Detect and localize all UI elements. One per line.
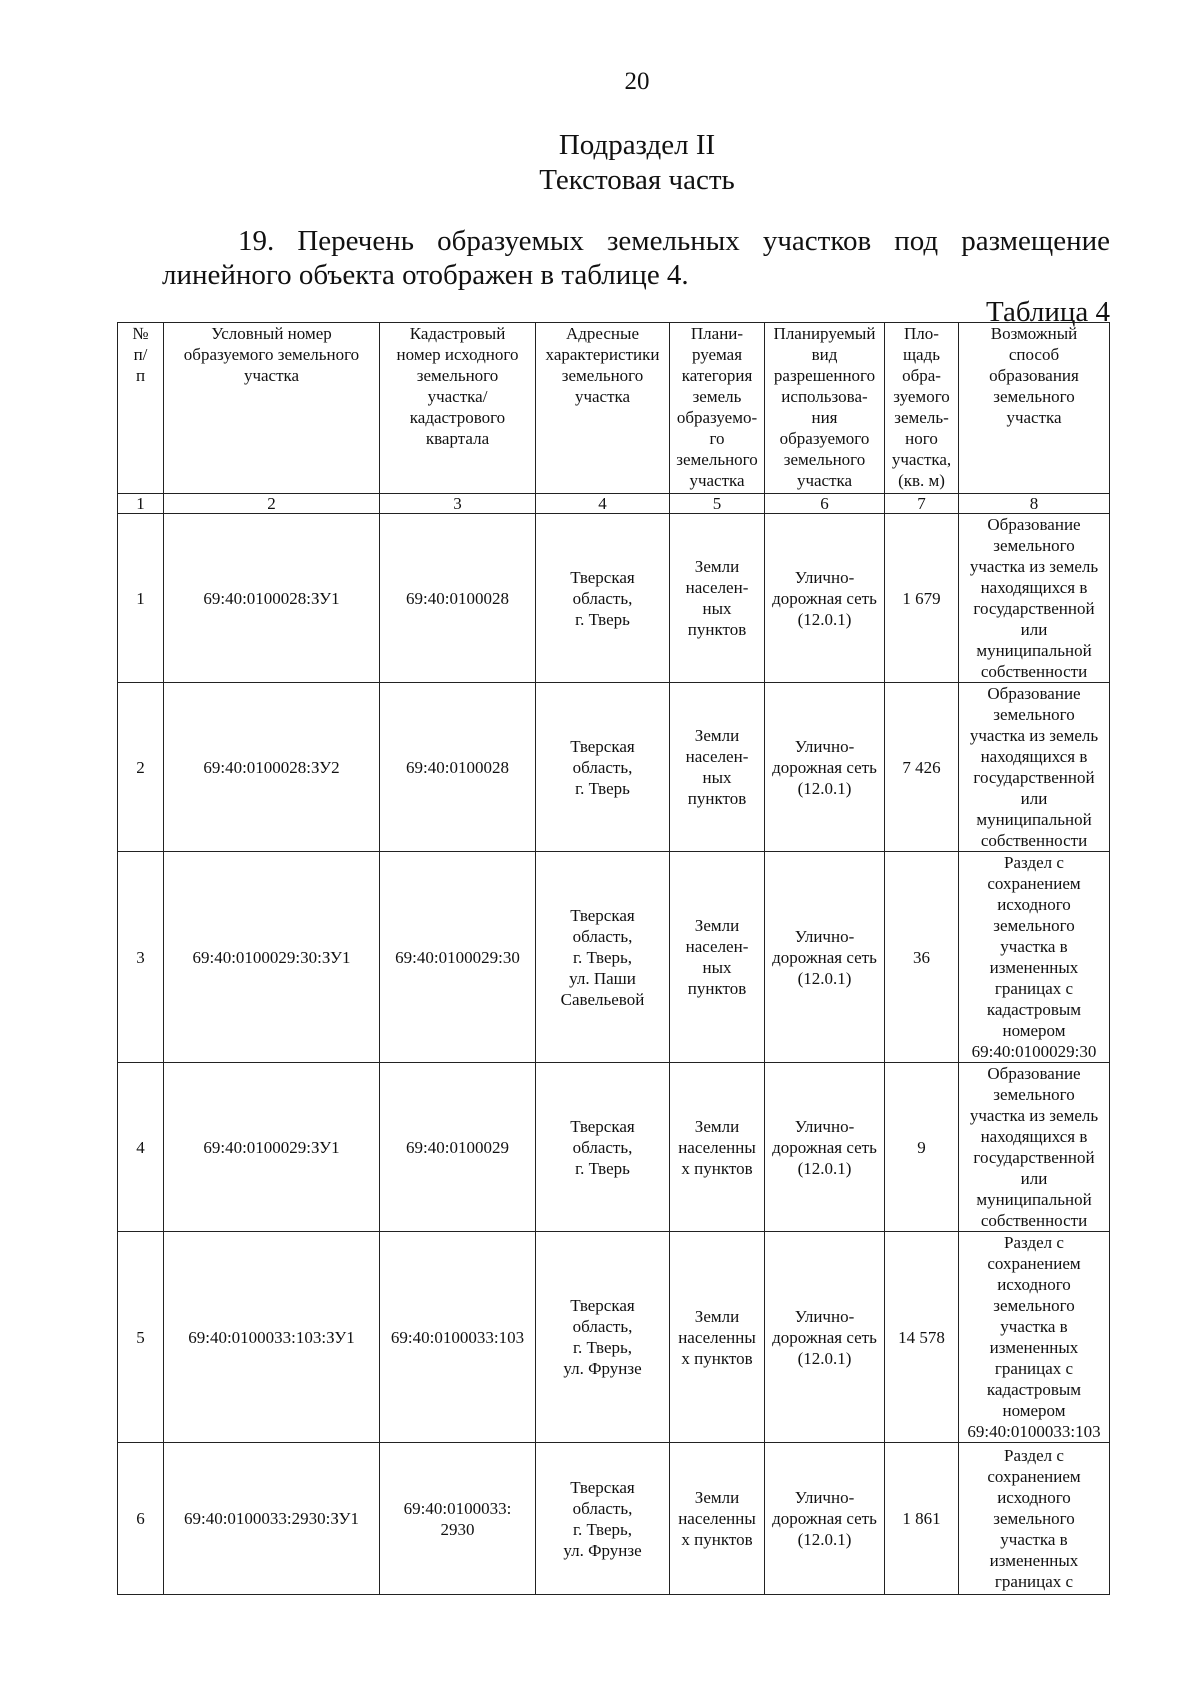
cadastral-number: 69:40:0100033:103 [380, 1232, 536, 1443]
address: Тверская область, г. Тверь [536, 1063, 670, 1232]
row-number: 1 [118, 514, 164, 683]
conditional-number: 69:40:0100029:30:ЗУ1 [164, 852, 380, 1063]
address: Тверская область, г. Тверь [536, 683, 670, 852]
column-number: 4 [536, 494, 670, 514]
row-number: 2 [118, 683, 164, 852]
address: Тверская область, г. Тверь [536, 514, 670, 683]
permitted-use: Улично- дорожная сеть (12.0.1) [765, 852, 885, 1063]
intro-paragraph: 19. Перечень образуемых земельных участков под размещение линейного объекта отображен в таблице 4. [162, 225, 1110, 291]
table-row [118, 683, 1110, 852]
column-number: 8 [959, 494, 1110, 514]
address: Тверская область, г. Тверь, ул. Фрунзе [536, 1443, 670, 1595]
conditional-number: 69:40:0100028:ЗУ1 [164, 514, 380, 683]
header-cell: Плани- руемая категория земель образуемо- го земельного участка [670, 323, 765, 494]
formation-method: Образование земельного участка из земель находящихся в государственной или муниципальной собственности [959, 683, 1110, 852]
formation-method: Раздел с сохранением исходного земельного участка в измененных границах с кадастровым номером 69:40:0100033:103 [959, 1232, 1110, 1443]
conditional-number: 69:40:0100033:103:ЗУ1 [164, 1232, 380, 1443]
permitted-use: Улично- дорожная сеть (12.0.1) [765, 1443, 885, 1595]
formation-method: Образование земельного участка из земель находящихся в государственной или муниципальной собственности [959, 1063, 1110, 1232]
area: 9 [885, 1063, 959, 1232]
area: 36 [885, 852, 959, 1063]
table-header-row [118, 323, 1110, 494]
area: 1 679 [885, 514, 959, 683]
column-number: 6 [765, 494, 885, 514]
permitted-use: Улично- дорожная сеть (12.0.1) [765, 1063, 885, 1232]
column-number: 3 [380, 494, 536, 514]
section-heading [0, 128, 1200, 198]
cadastral-number: 69:40:0100029:30 [380, 852, 536, 1063]
formation-method: Раздел с сохранением исходного земельного участка в измененных границах с кадастровым номером 69:40:0100029:30 [959, 852, 1110, 1063]
header-cell: Адресные характеристики земельного участка [536, 323, 670, 494]
header-cell: Пло- щадь обра- зуемого земель- ного участка, (кв. м) [885, 323, 959, 494]
row-number: 6 [118, 1443, 164, 1595]
table-label: Таблица 4 [985, 296, 1110, 328]
subsection-title: Подраздел II [558, 129, 716, 161]
column-number: 2 [164, 494, 380, 514]
column-number-row [118, 494, 1110, 514]
header-cell: № п/ п [118, 323, 164, 494]
land-plots-table [117, 322, 1110, 1595]
table-row [118, 1232, 1110, 1443]
formation-method: Образование земельного участка из земель находящихся в государственной или муниципальной собственности [959, 514, 1110, 683]
subsection-subtitle: Текстовая часть [539, 164, 735, 196]
conditional-number: 69:40:0100028:ЗУ2 [164, 683, 380, 852]
area: 14 578 [885, 1232, 959, 1443]
row-number: 3 [118, 852, 164, 1063]
header-cell: Планируемый вид разрешенного использова- ния образуемого земельного участка [765, 323, 885, 494]
conditional-number: 69:40:0100033:2930:ЗУ1 [164, 1443, 380, 1595]
area: 1 861 [885, 1443, 959, 1595]
land-category: Земли населен- ных пунктов [670, 683, 765, 852]
header-cell: Условный номер образуемого земельного участка [164, 323, 380, 494]
address: Тверская область, г. Тверь, ул. Фрунзе [536, 1232, 670, 1443]
cadastral-number: 69:40:0100028 [380, 514, 536, 683]
permitted-use: Улично- дорожная сеть (12.0.1) [765, 1232, 885, 1443]
row-number: 4 [118, 1063, 164, 1232]
land-category: Земли населен- ных пунктов [670, 852, 765, 1063]
table-row [118, 514, 1110, 683]
permitted-use: Улично- дорожная сеть (12.0.1) [765, 514, 885, 683]
table-row [118, 852, 1110, 1063]
land-category: Земли населенны х пунктов [670, 1232, 765, 1443]
header-cell: Возможный способ образования земельного участка [959, 323, 1110, 494]
column-number: 5 [670, 494, 765, 514]
page-number: 20 [624, 68, 650, 95]
row-number: 5 [118, 1232, 164, 1443]
land-category: Земли населен- ных пунктов [670, 514, 765, 683]
land-category: Земли населенны х пунктов [670, 1443, 765, 1595]
cadastral-number: 69:40:0100033: 2930 [380, 1443, 536, 1595]
header-cell: Кадастровый номер исходного земельного участка/ кадастрового квартала [380, 323, 536, 494]
cadastral-number: 69:40:0100029 [380, 1063, 536, 1232]
column-number: 7 [885, 494, 959, 514]
table-row [118, 1063, 1110, 1232]
conditional-number: 69:40:0100029:ЗУ1 [164, 1063, 380, 1232]
land-category: Земли населенны х пунктов [670, 1063, 765, 1232]
address: Тверская область, г. Тверь, ул. Паши Савельевой [536, 852, 670, 1063]
table-row [118, 1443, 1110, 1595]
column-number: 1 [118, 494, 164, 514]
formation-method: Раздел с сохранением исходного земельного участка в измененных границах с [959, 1443, 1110, 1595]
cadastral-number: 69:40:0100028 [380, 683, 536, 852]
area: 7 426 [885, 683, 959, 852]
permitted-use: Улично- дорожная сеть (12.0.1) [765, 683, 885, 852]
